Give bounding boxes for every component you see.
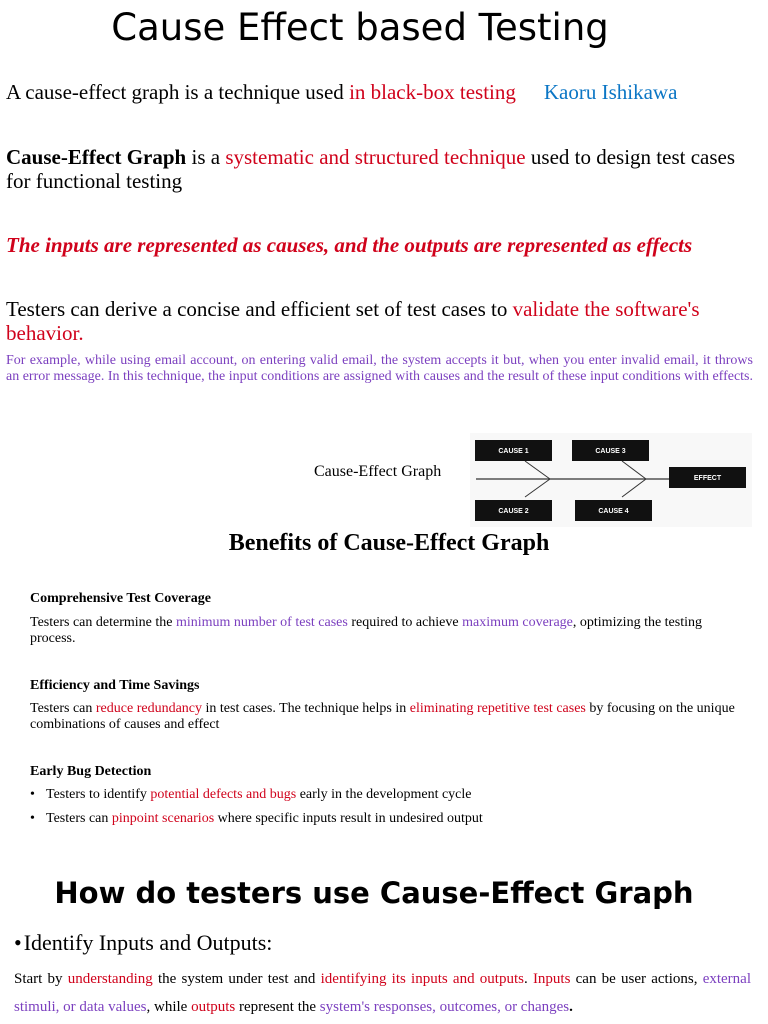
b1-t3: , optimizing the testing process. bbox=[30, 615, 703, 646]
author-name: Kaoru Ishikawa bbox=[543, 80, 678, 104]
benefit-3-bullet-2 bbox=[30, 811, 483, 827]
s-highlight-1: understanding bbox=[67, 971, 153, 987]
s-highlight-6: system's responses, outcomes, or changes bbox=[319, 999, 570, 1015]
s-t2: the system under test and bbox=[152, 971, 321, 987]
step-title: Identify Inputs and Outputs: bbox=[23, 930, 273, 955]
s-t6: represent the bbox=[235, 999, 320, 1015]
definition-text-a: is a bbox=[186, 145, 226, 169]
b3-i1-t1: Testers to identify bbox=[46, 787, 151, 802]
b1-t1: Testers can determine the bbox=[30, 615, 176, 630]
intro-line bbox=[6, 80, 677, 105]
definition-term: Cause-Effect Graph bbox=[6, 145, 187, 169]
b3-i1-t2: early in the development cycle bbox=[296, 787, 472, 802]
b2-t1: Testers can bbox=[30, 701, 96, 716]
bullet-icon: • bbox=[30, 787, 35, 802]
s-highlight-2: identifying its inputs and outputs bbox=[320, 971, 524, 987]
derive-text-b: . bbox=[78, 321, 84, 345]
definition-text-b: used to design test cases for functional testing bbox=[6, 145, 736, 193]
page-title: Cause Effect based Testing bbox=[111, 6, 609, 49]
b1-t2: required to achieve bbox=[347, 615, 463, 630]
benefits-heading: Benefits of Cause-Effect Graph bbox=[228, 530, 550, 556]
example-paragraph: For example, while using email account, on entering valid email, the system accepts it but, when you enter invalid email, it throws an error message. In this technique, the input conditions are assigned with causes and the result of these input conditions with effects. bbox=[6, 353, 753, 384]
intro-text: A cause-effect graph is a technique used bbox=[6, 80, 350, 104]
cause-effect-diagram bbox=[470, 433, 752, 527]
b3-i1-highlight: potential defects and bugs bbox=[150, 787, 297, 802]
s-highlight-3: Inputs bbox=[532, 971, 571, 987]
benefit-2-heading: Efficiency and Time Savings bbox=[30, 678, 200, 693]
b2-highlight-2: eliminating repetitive test cases bbox=[409, 701, 586, 716]
cause-1-label: CAUSE 1 bbox=[498, 448, 529, 455]
branch-cause-4 bbox=[622, 479, 646, 497]
benefit-2-text bbox=[30, 701, 735, 733]
cause-2-label: CAUSE 2 bbox=[498, 508, 529, 515]
s-t7: . bbox=[569, 999, 573, 1015]
b2-t2: in test cases. The technique helps in bbox=[202, 701, 410, 716]
branch-cause-1 bbox=[525, 461, 550, 479]
b1-highlight-2: maximum coverage bbox=[462, 615, 573, 630]
s-t4: can be user actions, bbox=[570, 971, 703, 987]
derive-highlight: validate the software's behavior bbox=[6, 297, 700, 345]
bullet-icon: • bbox=[30, 811, 35, 826]
b3-i2-t1: Testers can bbox=[46, 811, 112, 826]
diagram-caption: Cause-Effect Graph bbox=[314, 463, 442, 480]
causes-effects-statement: The inputs are represented as causes, and the outputs are represented as effects bbox=[6, 233, 693, 257]
definition-paragraph bbox=[6, 145, 746, 193]
b1-highlight-1: minimum number of test cases bbox=[175, 615, 348, 630]
benefit-3-bullet-1 bbox=[30, 787, 472, 803]
bullet-icon: • bbox=[14, 930, 22, 955]
benefit-1-heading: Comprehensive Test Coverage bbox=[30, 591, 211, 606]
b2-highlight-1: reduce redundancy bbox=[95, 701, 202, 716]
s-highlight-5: outputs bbox=[191, 999, 236, 1015]
b2-t3: by focusing on the unique combinations of causes and effect bbox=[30, 701, 735, 732]
branch-cause-3 bbox=[622, 461, 646, 479]
s-t5: , while bbox=[146, 999, 192, 1015]
intro-highlight: in black-box testing bbox=[349, 80, 516, 104]
b3-i2-t2: where specific inputs result in undesired output bbox=[214, 811, 483, 826]
benefit-1-text bbox=[30, 615, 735, 647]
step-description bbox=[14, 965, 751, 1021]
effect-label: EFFECT bbox=[693, 475, 722, 482]
b3-i2-highlight: pinpoint scenarios bbox=[111, 811, 215, 826]
benefit-3-heading: Early Bug Detection bbox=[30, 764, 152, 779]
s-t3: . bbox=[523, 971, 533, 987]
how-heading: How do testers use Cause-Effect Graph bbox=[54, 876, 694, 910]
s-highlight-4: external stimuli, or data values bbox=[14, 971, 751, 1015]
definition-highlight: systematic and structured technique bbox=[225, 145, 526, 169]
derive-text-a: Testers can derive a concise and efficient set of test cases to bbox=[6, 297, 513, 321]
cause-4-label: CAUSE 4 bbox=[598, 508, 629, 515]
step-heading bbox=[14, 930, 272, 956]
cause-3-label: CAUSE 3 bbox=[595, 448, 626, 455]
branch-cause-2 bbox=[525, 479, 550, 497]
derive-paragraph bbox=[6, 297, 756, 345]
s-t1: Start by bbox=[14, 971, 68, 987]
